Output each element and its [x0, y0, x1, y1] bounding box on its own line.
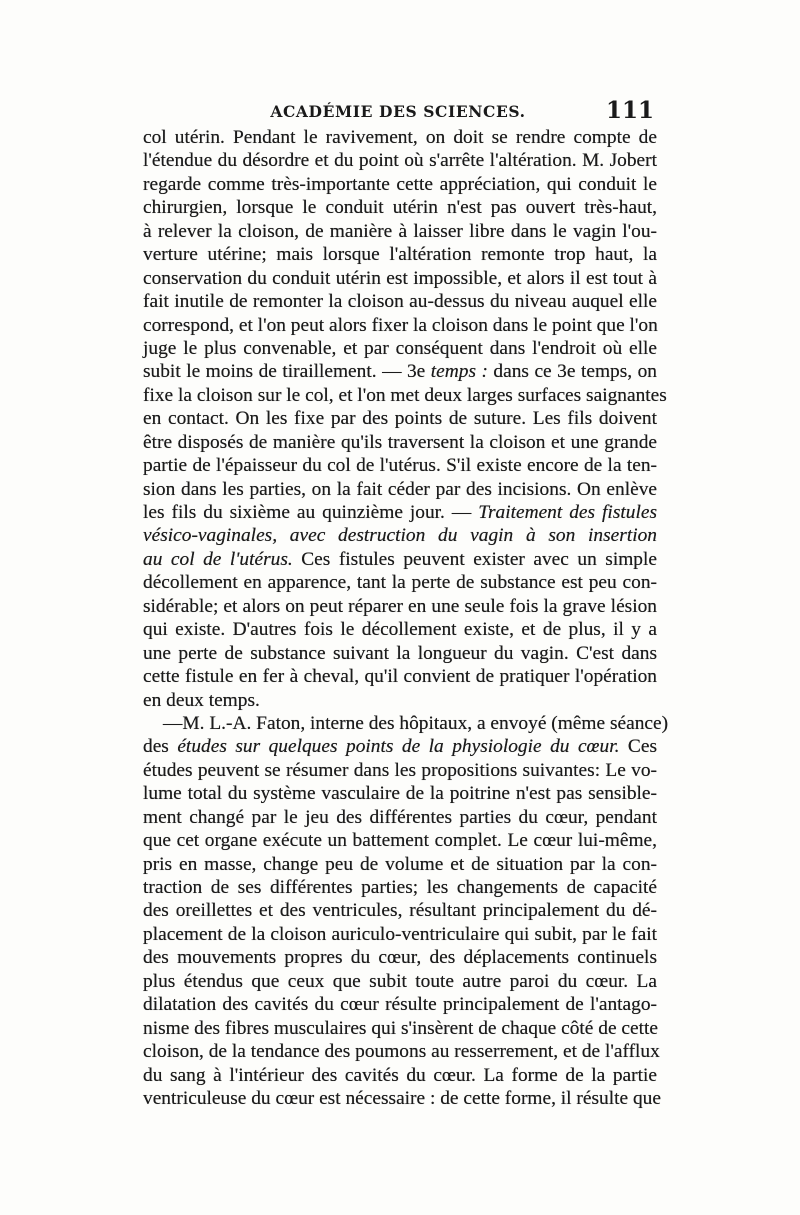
text-line	[143, 806, 657, 829]
text-line	[143, 1087, 661, 1110]
page-number: 111	[605, 97, 654, 124]
text-line	[143, 243, 657, 266]
text-segment: du sang à l'intérieur des cavités du cœur. La forme de la partie	[143, 1064, 657, 1086]
text-segment: Ces fistules peuvent exister avec un simple	[292, 548, 657, 570]
text-line	[143, 337, 657, 360]
text-segment: qui existe. D'autres fois le décollement existe, et de plus, il y a	[143, 619, 657, 641]
text-segment: dilatation des cavités du cœur résulte principalement de l'antago-	[143, 994, 657, 1016]
text-segment: juge le plus convenable, et par conséquent dans l'endroit où elle	[143, 337, 657, 359]
italic-text: au col de l'utérus.	[143, 548, 293, 570]
text-line	[143, 407, 657, 430]
text-line	[143, 314, 657, 337]
text-segment: des	[143, 736, 178, 758]
text-segment: verture utérine; mais lorsque l'altération remonte trop haut, la	[143, 244, 657, 266]
text-segment: regarde comme très-importante cette appréciation, qui conduit le	[143, 173, 657, 195]
italic-text: Traitement des fistules	[478, 502, 657, 523]
text-line	[143, 876, 657, 899]
text-segment: des oreillettes et des ventricules, résultant principalement du dé-	[143, 900, 657, 922]
text-segment: en contact. On les fixe par des points de suture. Les fils doivent	[143, 408, 657, 430]
text-line	[143, 595, 657, 618]
text-line	[143, 853, 657, 876]
text-line	[143, 360, 657, 383]
text-segment: à relever la cloison, de manière à laisser libre dans le vagin l'ou-	[143, 220, 657, 242]
text-line	[143, 993, 657, 1016]
text-line	[143, 735, 657, 758]
text-segment: —M. L.-A. Faton, interne des hôpitaux, a envoyé (même séance)	[163, 712, 669, 734]
text-line	[143, 149, 657, 172]
text-segment: Ces	[619, 736, 657, 758]
text-segment: pris en masse, change peu de volume et de situation par la con-	[143, 853, 657, 875]
text-segment: conservation du conduit utérin est impossible, et alors il est tout à	[143, 267, 657, 289]
text-segment: des mouvements propres du cœur, des déplacements continuels	[143, 947, 657, 969]
text-segment: lume total du système vasculaire de la poitrine n'est pas sensible-	[143, 783, 657, 805]
italic-text: temps :	[430, 361, 488, 383]
text-line	[143, 548, 657, 571]
text-segment: cloison, de la tendance des poumons au resserrement, et de l'afflux	[143, 1041, 660, 1063]
text-line	[143, 173, 657, 196]
text-segment: plus étendus que ceux que subit toute autre paroi du cœur. La	[143, 970, 657, 992]
text-line	[143, 970, 657, 993]
text-line	[143, 220, 657, 243]
text-line	[143, 1040, 660, 1063]
text-segment: correspond, et l'on peut alors fixer la cloison dans le point que l'on	[143, 314, 658, 336]
text-line	[143, 923, 657, 946]
text-segment: traction de ses différentes parties; les changements de capacité	[143, 877, 657, 898]
text-segment: chirurgien, lorsque le conduit utérin n'est pas ouvert très-haut,	[143, 197, 657, 219]
italic-text: vésico-vaginales, avec destruction du vagin à son insertion	[143, 525, 657, 547]
text-line	[143, 454, 657, 477]
text-line	[143, 899, 657, 922]
text-segment: l'étendue du désordre et du point où s'arrête l'altération. M. Jobert	[143, 150, 657, 172]
text-line	[143, 126, 657, 149]
text-segment: nisme des fibres musculaires qui s'insèrent de chaque côté de cette	[143, 1017, 659, 1039]
text-line	[143, 384, 667, 407]
text-line	[143, 571, 657, 594]
text-line	[143, 501, 657, 524]
text-segment: cette fistule en fer à cheval, qu'il convient de pratiquer l'opération	[143, 666, 657, 688]
body-text	[143, 126, 669, 1110]
text-segment: ventriculeuse du cœur est nécessaire : de cette forme, il résulte que	[143, 1087, 661, 1109]
text-segment: en deux temps.	[143, 689, 260, 711]
text-line	[143, 1064, 657, 1087]
text-segment: que cet organe exécute un battement complet. Le cœur lui-même,	[143, 830, 657, 852]
text-line	[143, 712, 669, 735]
text-line	[143, 196, 657, 219]
text-segment: fait inutile de remonter la cloison au-dessus du niveau auquel elle	[143, 291, 657, 313]
text-line	[143, 689, 657, 712]
text-line	[143, 267, 657, 290]
text-line	[143, 642, 657, 665]
text-line	[143, 478, 657, 501]
text-segment: études peuvent se résumer dans les propositions suivantes: Le vo-	[143, 759, 657, 781]
text-line	[143, 290, 657, 313]
text-segment: sidérable; et alors on peut réparer en une seule fois la grave lésion	[143, 595, 657, 617]
text-line	[143, 665, 657, 688]
text-segment: décollement en apparence, tant la perte de substance est peu con-	[143, 572, 657, 594]
text-segment: col utérin. Pendant le ravivement, on doit se rendre compte de	[143, 127, 657, 148]
text-segment: placement de la cloison auriculo-ventriculaire qui subit, par le fait	[143, 923, 657, 945]
text-line	[143, 829, 657, 852]
text-line	[143, 759, 657, 782]
running-title: ACADÉMIE DES SCIENCES.	[270, 102, 526, 121]
text-segment: sion dans les parties, on la fait céder par des incisions. On enlève	[143, 478, 657, 500]
text-segment: ment changé par le jeu des différentes parties du cœur, pendant	[143, 806, 657, 828]
italic-text: études sur quelques points de la physiologie du cœur.	[177, 736, 620, 758]
text-line	[143, 431, 657, 454]
text-segment: partie de l'épaisseur du col de l'utérus. S'il existe encore de la ten-	[143, 455, 657, 477]
running-head	[138, 97, 658, 126]
text-segment: subit le moins de tiraillement. — 3e	[143, 361, 431, 383]
text-line	[143, 782, 657, 805]
text-segment: dans ce 3e temps, on	[487, 361, 657, 383]
text-segment: une perte de substance suivant la longueur du vagin. C'est dans	[143, 642, 657, 664]
text-line	[143, 618, 657, 641]
text-line	[143, 1017, 657, 1040]
text-segment: être disposés de manière qu'ils traversent la cloison et une grande	[143, 431, 657, 453]
text-line	[143, 946, 657, 969]
text-segment: les fils du sixième au quinzième jour. —	[143, 502, 479, 523]
text-segment: fixe la cloison sur le col, et l'on met deux larges surfaces saignantes	[143, 384, 667, 406]
text-line	[143, 524, 657, 547]
